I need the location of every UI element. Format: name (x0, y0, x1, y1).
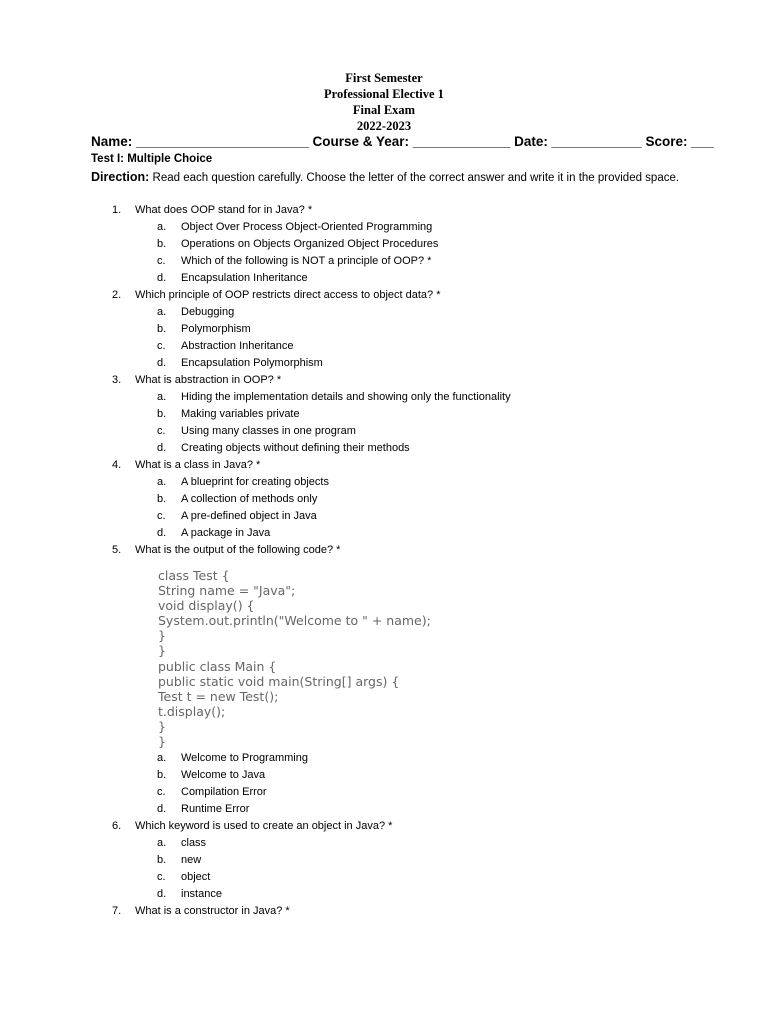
option-letter: c. (157, 425, 166, 437)
code-line: t.display(); (158, 703, 226, 719)
question-number: 5. (112, 544, 122, 556)
option-letter: b. (157, 769, 167, 781)
code-block (158, 568, 431, 749)
option-text: Welcome to Programming (181, 752, 308, 764)
option-text: Runtime Error (181, 803, 250, 815)
code-line: void display() { (158, 598, 255, 614)
code-line: } (158, 628, 166, 644)
option-text: Operations on Objects Organized Object Procedures (181, 238, 439, 250)
option-letter: d. (157, 272, 167, 284)
question-text: Which principle of OOP restricts direct access to object data? * (135, 289, 441, 301)
option-letter: d. (157, 888, 167, 900)
question-number: 4. (112, 459, 122, 471)
option-letter: a. (157, 752, 167, 764)
code-line: String name = "Java"; (158, 583, 296, 599)
option-letter: b. (157, 238, 167, 250)
option-text: Welcome to Java (181, 769, 266, 781)
option-letter: d. (157, 527, 167, 539)
option-letter: c. (157, 255, 166, 267)
course-line: Professional Elective 1 (324, 87, 444, 101)
option-letter: a. (157, 476, 167, 488)
question-number: 1. (112, 204, 122, 216)
option-text: instance (181, 888, 222, 900)
code-line: } (158, 734, 166, 750)
direction-label: Direction: (91, 170, 150, 184)
code-line: } (158, 643, 166, 659)
option-text: Making variables private (181, 408, 300, 420)
code-line: public class Main { (158, 658, 277, 674)
direction-line (91, 169, 731, 186)
direction-text: Read each question carefully. Choose the letter of the correct answer and write it in the provided space. (149, 172, 680, 184)
option-text: Encapsulation Polymorphism (181, 357, 323, 369)
option-letter: d. (157, 442, 167, 454)
option-letter: b. (157, 854, 167, 866)
option-letter: a. (157, 837, 167, 849)
option-text: Creating objects without defining their methods (181, 442, 410, 454)
option-letter: a. (157, 391, 167, 403)
option-text: Object Over Process Object-Oriented Programming (181, 221, 433, 233)
option-letter: b. (157, 493, 167, 505)
code-line: System.out.println("Welcome to " + name); (158, 613, 431, 629)
option-letter: b. (157, 408, 167, 420)
question-text: What is a constructor in Java? * (135, 905, 290, 917)
student-info-row: Name: _______________________ Course & Year: _____________ Date: ____________ Score: ___ (91, 134, 714, 149)
question-text: Which keyword is used to create an object in Java? * (135, 820, 393, 832)
option-text: Abstraction Inheritance (181, 340, 294, 352)
option-letter: a. (157, 306, 167, 318)
option-text: Debugging (181, 306, 235, 318)
option-letter: c. (157, 786, 166, 798)
exam-type-line: Final Exam (352, 103, 416, 117)
option-text: A package in Java (181, 527, 271, 539)
option-text: A collection of methods only (181, 493, 318, 505)
option-text: A blueprint for creating objects (181, 476, 329, 488)
option-letter: c. (157, 871, 166, 883)
option-letter: b. (157, 323, 167, 335)
code-line: Test t = new Test(); (158, 688, 279, 704)
exam-header (0, 70, 768, 134)
option-letter: d. (157, 357, 167, 369)
code-line: public static void main(String[] args) { (158, 673, 400, 689)
code-line: class Test { (158, 568, 230, 583)
test-title: Test I: Multiple Choice (91, 153, 213, 165)
question-text: What is the output of the following code? * (135, 544, 341, 556)
option-text: object (181, 871, 211, 883)
question-text: What does OOP stand for in Java? * (135, 204, 313, 216)
option-text: Using many classes in one program (181, 425, 356, 437)
question-number: 7. (112, 905, 122, 917)
school-year-line: 2022-2023 (356, 119, 412, 133)
option-text: A pre-defined object in Java (181, 510, 317, 522)
semester-line: First Semester (345, 71, 423, 85)
option-text: new (181, 854, 202, 866)
question-text: What is abstraction in OOP? * (135, 374, 282, 386)
option-text: Compilation Error (181, 786, 267, 798)
question-number: 3. (112, 374, 122, 386)
option-text: Encapsulation Inheritance (181, 272, 308, 284)
option-letter: d. (157, 803, 167, 815)
option-letter: a. (157, 221, 167, 233)
option-letter: c. (157, 510, 166, 522)
question-text: What is a class in Java? * (135, 459, 261, 471)
question-number: 2. (112, 289, 122, 301)
option-text: Polymorphism (181, 323, 251, 335)
option-text: Which of the following is NOT a principle of OOP? * (181, 255, 432, 267)
question-number: 6. (112, 820, 122, 832)
option-text: Hiding the implementation details and showing only the functionality (181, 391, 511, 403)
option-text: class (181, 837, 207, 849)
option-letter: c. (157, 340, 166, 352)
code-line: } (158, 718, 166, 734)
